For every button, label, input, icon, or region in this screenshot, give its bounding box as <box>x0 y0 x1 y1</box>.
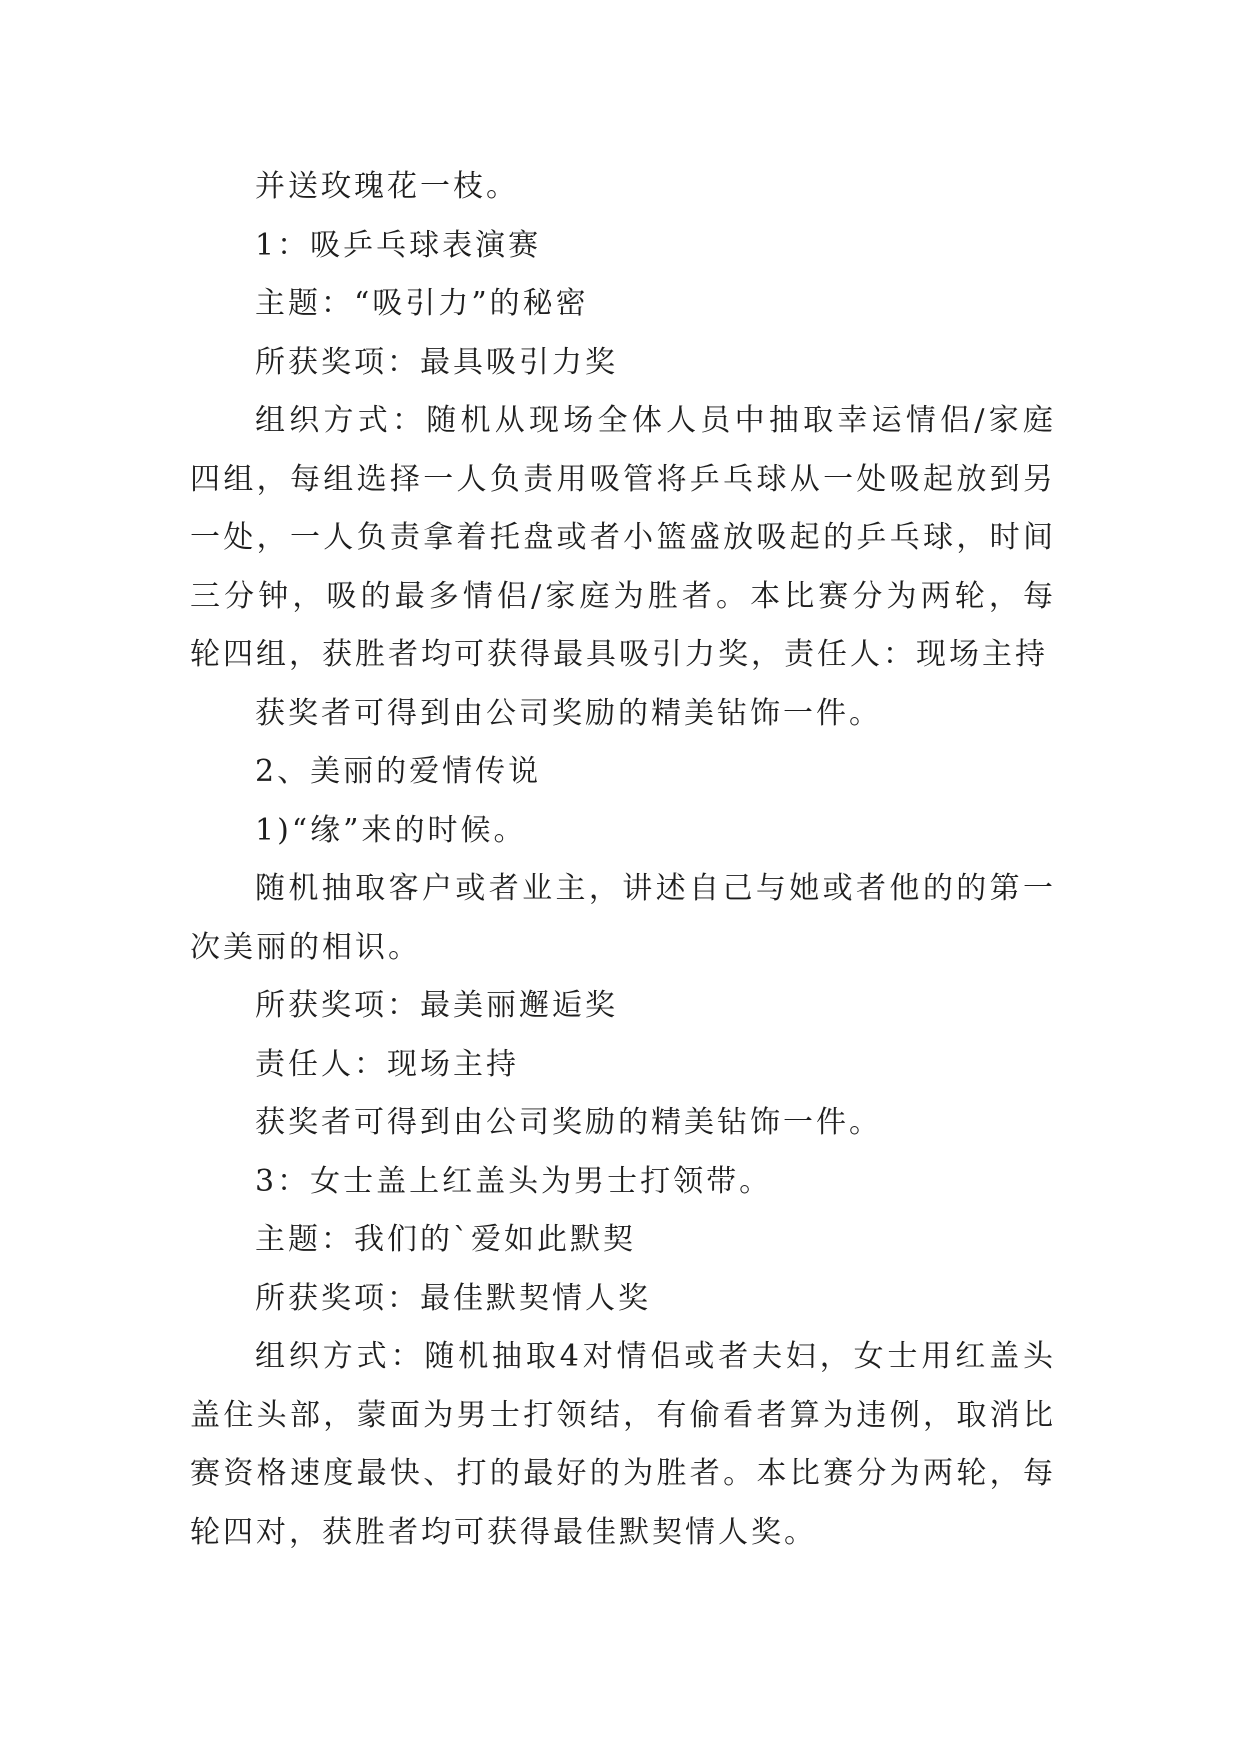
paragraph-organization-tie: 组织方式：随机抽取4对情侣或者夫妇，女士用红盖头盖住头部，蒙面为男士打领结，有偷看者算为违例，取消比赛资格速度最快、打的最好的为胜者。本比赛分为两轮，每轮四对，获胜者均可获得最佳默契情人奖。 <box>190 1339 1056 1550</box>
paragraph-prize-diamond-1: 获奖者可得到由公司奖励的精美钻饰一件。 <box>255 695 882 731</box>
paragraph-award-encounter: 所获奖项：最美丽邂逅奖 <box>255 988 618 1023</box>
paragraph-prize-diamond-2: 获奖者可得到由公司奖励的精美钻饰一件。 <box>255 1105 882 1140</box>
paragraph-rose-gift: 并送玫瑰花一枝。 <box>255 169 519 204</box>
paragraph-award-tacit: 所获奖项：最佳默契情人奖 <box>255 1280 651 1316</box>
paragraph-award-attraction: 所获奖项：最具吸引力奖 <box>255 344 618 380</box>
heading-love-legend: 2、美丽的爱情传说 <box>255 754 542 789</box>
paragraph-first-meeting: 随机抽取客户或者业主，讲述自己与她或者他的的第一次美丽的相识。 <box>190 871 1056 965</box>
document-body <box>190 158 1056 1562</box>
heading-pingpong-contest: 1：吸乒乓球表演赛 <box>255 227 542 263</box>
paragraph-theme-tacit: 主题：我们的`爱如此默契 <box>255 1222 636 1257</box>
heading-red-veil-tie: 3：女士盖上红盖头为男士打领带。 <box>255 1163 773 1199</box>
paragraph-responsible-host: 责任人：现场主持 <box>255 1046 519 1082</box>
subheading-fate-comes: 1)“缘”来的时候。 <box>255 812 527 848</box>
paragraph-organization-pingpong: 组织方式：随机从现场全体人员中抽取幸运情侣/家庭四组，每组选择一人负责用吸管将乒乓球从一处吸起放到另一处，一人负责拿着托盘或者小篮盛放吸起的乒乓球，时间三分钟，吸的最多情侣/家庭为胜者。本比赛分为两轮，每轮四组，获胜者均可获得最具吸引力奖，责任人：现场主持 <box>190 403 1056 672</box>
paragraph-theme-attraction: 主题：“吸引力”的秘密 <box>255 286 589 321</box>
